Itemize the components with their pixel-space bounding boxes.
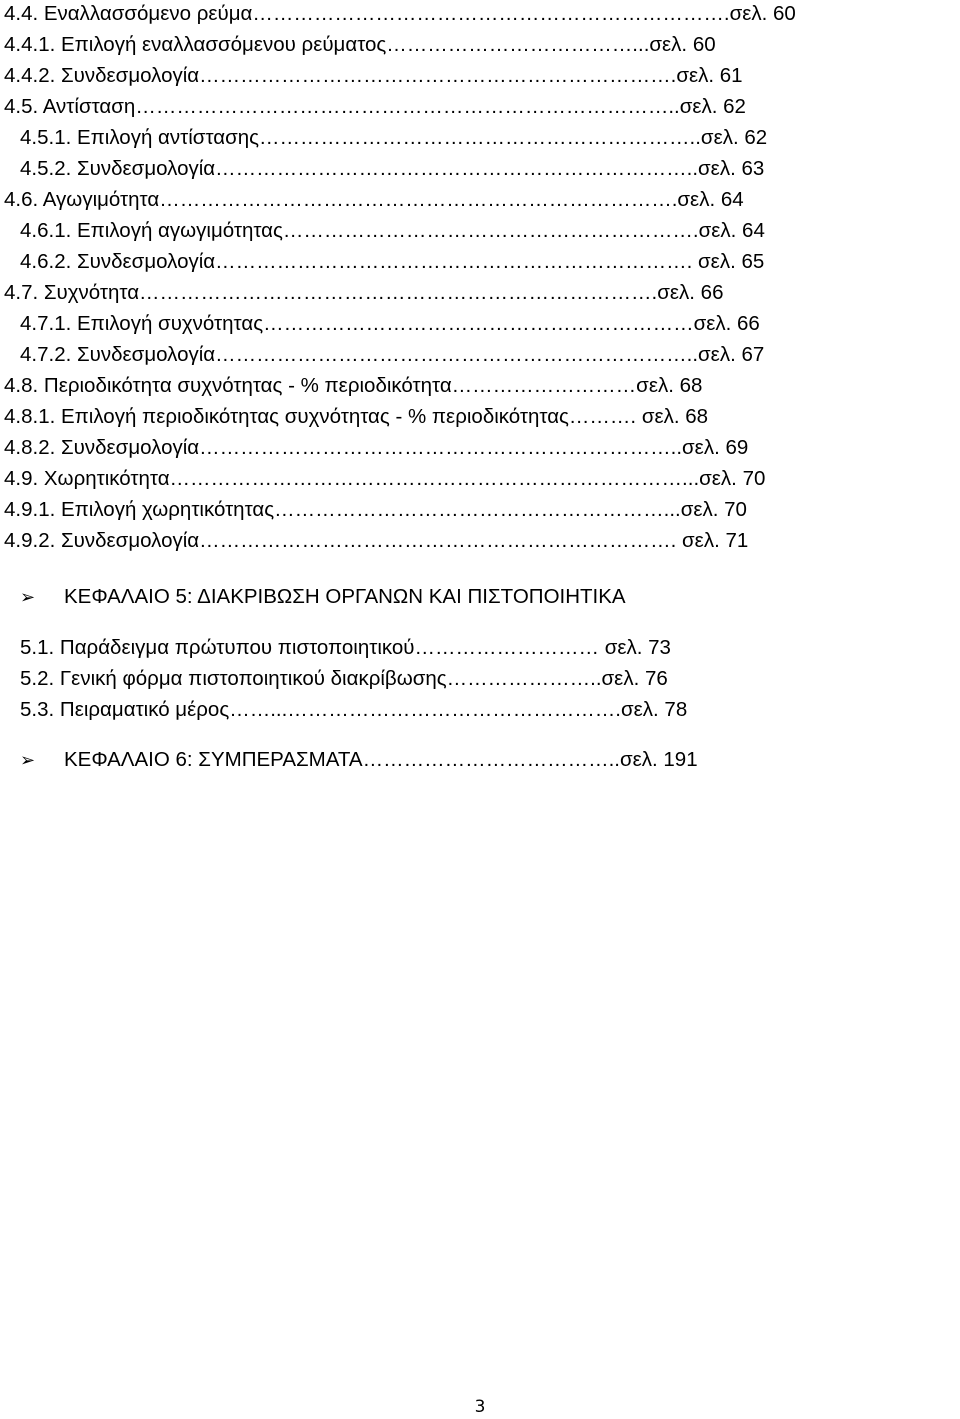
chapter-5-heading	[20, 580, 626, 614]
toc-entry-4-6-1: 4.6.1. Επιλογή αγωγιμότητας…………………………………………………….σελ. 64	[20, 219, 765, 242]
toc-entry-4-5-2: 4.5.2. Συνδεσμολογία……………………………………………………………..σελ. 63	[20, 157, 765, 180]
toc-entry-4-5: 4.5. Αντίσταση……………………………………………………………………..σελ. 62	[4, 95, 746, 118]
chapter-6-heading	[20, 743, 698, 777]
toc-entry-5-2: 5.2. Γενική φόρμα πιστοποιητικού διακρίβωσης…………………..σελ. 76	[20, 667, 668, 690]
toc-entry-4-6: 4.6. Αγωγιμότητα………………………………………………………………….σελ. 64	[4, 188, 744, 211]
toc-entry-5-3: 5.3. Πειραματικό μέρος……...………………………………………….σελ. 78	[20, 698, 688, 721]
toc-entry-4-9-2: 4.9.2. Συνδεσμολογία……………………………………………………………. σελ. 71	[4, 529, 749, 552]
toc-entry-4-9-1: 4.9.1. Επιλογή χωρητικότητας…………………………………………………...σελ. 70	[4, 498, 747, 521]
page-number: 3	[474, 1397, 486, 1417]
toc-entry-4-7-2: 4.7.2. Συνδεσμολογία……………………………………………………………..σελ. 67	[20, 343, 765, 366]
arrow-bullet-icon: ➢	[20, 587, 36, 607]
toc-entry-4-4-1: 4.4.1. Επιλογή εναλλασσόμενου ρεύματος………………………………...σελ. 60	[4, 33, 716, 56]
chapter-5-title: ΚΕΦΑΛΑΙΟ 5: ΔΙΑΚΡΙΒΩΣΗ ΟΡΓΑΝΩΝ ΚΑΙ ΠΙΣΤΟΠΟΙΗΤΙΚΑ	[64, 585, 626, 608]
toc-entry-4-8-1: 4.8.1. Επιλογή περιοδικότητας συχνότητας - % περιοδικότητας………. σελ. 68	[4, 405, 709, 428]
toc-entry-4-8: 4.8. Περιοδικότητα συχνότητας - % περιοδικότητα………………………σελ. 68	[4, 374, 703, 397]
toc-entry-4-5-1: 4.5.1. Επιλογή αντίστασης………………………………………………………..σελ. 62	[20, 126, 768, 149]
toc-entry-4-7-1: 4.7.1. Επιλογή συχνότητας………………………………………………………σελ. 66	[20, 312, 760, 335]
arrow-bullet-icon: ➢	[20, 750, 36, 770]
toc-entry-5-1: 5.1. Παράδειγμα πρώτυπου πιστοποιητικού……………………… σελ. 73	[20, 636, 671, 659]
toc-entry-4-6-2: 4.6.2. Συνδεσμολογία……………………………………………………………. σελ. 65	[20, 250, 765, 273]
toc-entry-4-8-2: 4.8.2. Συνδεσμολογία……………………………………………………………..σελ. 69	[4, 436, 749, 459]
toc-entry-4-9: 4.9. Χωρητικότητα…………………………………………………………………...σελ. 70	[4, 467, 766, 490]
toc-entry-4-4-2: 4.4.2. Συνδεσμολογία…………………………………………………………….σελ. 61	[4, 64, 743, 87]
chapter-6-title: ΚΕΦΑΛΑΙΟ 6: ΣΥΜΠΕΡΑΣΜΑΤΑ………………………………..σελ. 191	[64, 748, 698, 771]
toc-entry-4-7: 4.7. Συχνότητα………………………………………………………………….σελ. 66	[4, 281, 724, 304]
toc-entry-4-4: 4.4. Εναλλασσόμενο ρεύμα…………………………………………………………….σελ. 60	[4, 2, 796, 25]
